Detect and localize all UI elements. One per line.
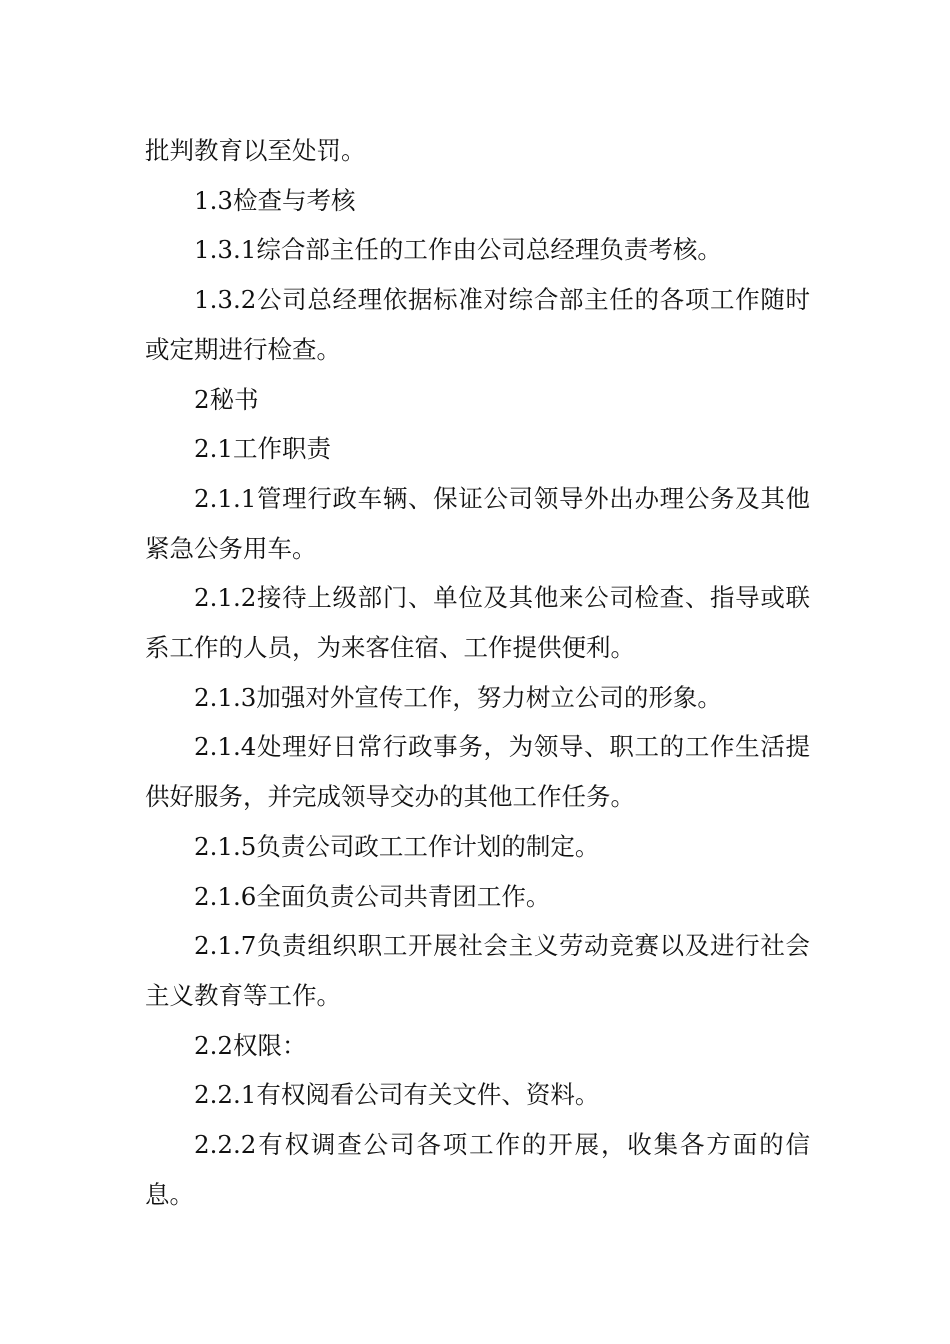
- section-heading: 2.1工作职责: [194, 434, 331, 464]
- paragraph: 2.2.1有权阅看公司有关文件、资料。: [194, 1080, 600, 1110]
- document-body: [145, 126, 810, 1219]
- section-heading: 2.2权限：: [194, 1030, 307, 1060]
- paragraph: 2.2.2有权调查公司各项工作的开展，收集各方面的信息。: [145, 1130, 810, 1209]
- paragraph: 2.1.6全面负责公司共青团工作。: [194, 881, 551, 911]
- paragraph: 2.1.2接待上级部门、单位及其他来公司检查、指导或联系工作的人员，为来客住宿、工作提供便利。: [145, 583, 810, 663]
- paragraph: 2.1.1管理行政车辆、保证公司领导外出办理公务及其他紧急公务用车。: [145, 483, 810, 563]
- paragraph: 批判教育以至处罚。: [145, 136, 366, 165]
- paragraph: 2.1.7负责组织职工开展社会主义劳动竞赛以及进行社会主义教育等工作。: [145, 931, 810, 1010]
- paragraph: 1.3.1综合部主任的工作由公司总经理负责考核。: [194, 235, 722, 265]
- section-heading: 2秘书: [194, 384, 259, 414]
- paragraph: 2.1.3加强对外宣传工作，努力树立公司的形象。: [194, 682, 722, 712]
- paragraph: 2.1.5负责公司政工工作计划的制定。: [194, 831, 600, 861]
- paragraph: 2.1.4处理好日常行政事务，为领导、职工的工作生活提供好服务，并完成领导交办的其他工作任务。: [145, 732, 810, 812]
- section-heading: 1.3检查与考核: [194, 185, 356, 215]
- paragraph: 1.3.2公司总经理依据标准对综合部主任的各项工作随时或定期进行检查。: [145, 285, 810, 364]
